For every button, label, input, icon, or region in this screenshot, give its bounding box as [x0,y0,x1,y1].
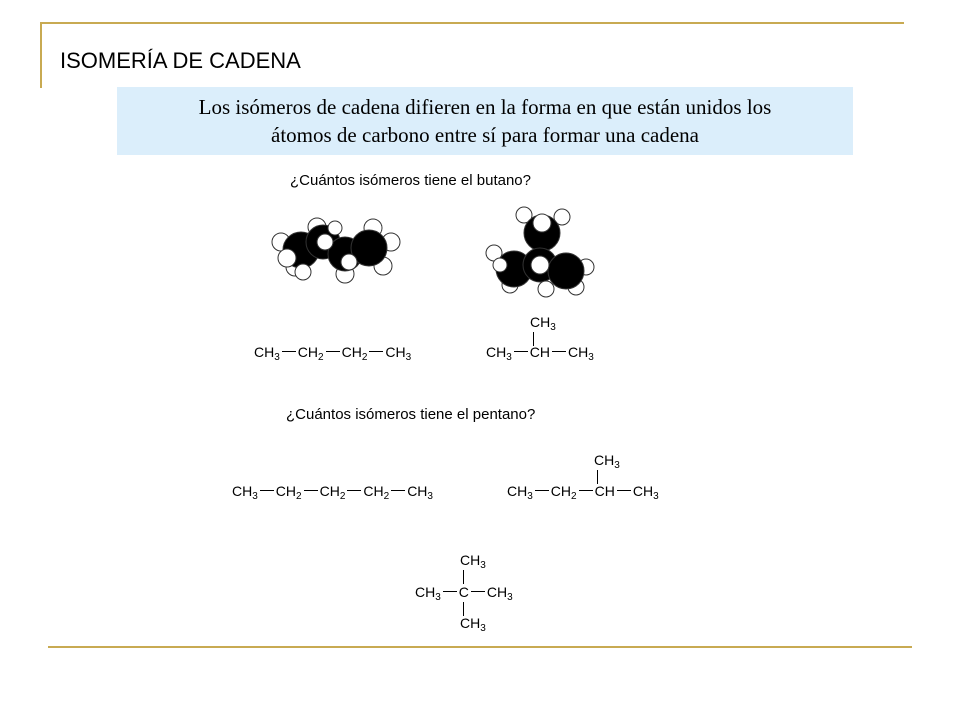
bond [260,490,274,491]
subscript: 2 [318,352,324,363]
bond [579,490,593,491]
atom: CH [460,615,481,631]
atom: CH [486,344,507,360]
butano-branched-main [486,344,594,363]
bond [369,351,383,352]
bond [514,351,528,352]
butano-question: ¿Cuántos isómeros tiene el butano? [290,172,531,189]
atom: CH [297,344,319,360]
definition-line-1: Los isómeros de cadena difieren en la forma en que están unidos los [198,95,772,119]
subscript: 3 [480,623,486,634]
pentano-linear-formula [232,483,433,502]
pentano-branched-vbond [597,470,598,484]
pentano-branched-main [507,483,659,502]
subscript: 3 [405,352,412,363]
bottom-rule [48,646,912,648]
subscript: 3 [527,491,533,502]
left-rule [40,22,42,88]
atom: CH [486,584,508,600]
definition-line-2: átomos de carbono entre sí para formar una cadena [271,123,699,147]
atom: CH [341,344,362,360]
atom: CH [550,483,572,499]
pentano-branched-top [594,452,620,471]
subscript: 2 [361,352,368,363]
bond [391,490,405,491]
pentano-neo-bottom [460,615,486,634]
top-rule [40,22,904,24]
atom: CH [460,552,481,568]
pentano-neo-vbond-top [463,570,464,584]
bond [535,490,549,491]
butano-linear-model [265,212,405,282]
bond [304,490,318,491]
atom: CH [319,483,340,499]
subscript: 3 [480,560,486,571]
subscript: 3 [274,352,280,363]
subscript: 3 [507,592,513,603]
atom: CH [254,344,275,360]
butano-linear-formula [254,344,411,363]
subscript: 2 [296,491,302,502]
subscript: 2 [571,491,577,502]
definition-box [117,87,853,155]
bond [282,351,296,352]
atom: CH [275,483,297,499]
atom: CH [568,344,589,360]
pentano-question: ¿Cuántos isómeros tiene el pentano? [286,406,536,423]
bond [443,591,457,592]
atom: CH [594,452,615,468]
atom: C [458,584,469,600]
bond [617,490,631,491]
bond [471,591,485,592]
butano-branched-top [530,314,556,333]
subscript: 3 [653,491,659,502]
subscript: 3 [435,592,441,603]
pentano-neo-top [460,552,486,571]
subscript: 2 [383,491,390,502]
atom: CH [507,483,528,499]
subscript: 3 [252,491,258,502]
atom: CH [415,584,436,600]
atom: CH [529,344,551,360]
atom: CH [632,483,654,499]
subscript: 3 [614,460,620,471]
atom: CH [594,483,615,499]
subscript: 3 [588,352,594,363]
subscript: 2 [339,491,346,502]
atom: CH [363,483,384,499]
subscript: 3 [550,322,556,333]
pentano-neo-main [415,584,513,603]
atom: CH [232,483,253,499]
bond [326,351,340,352]
pentano-neo-vbond-bottom [463,602,464,616]
atom: CH [407,483,428,499]
atom: CH [385,344,406,360]
bond [552,351,566,352]
subscript: 3 [427,491,433,502]
slide-title: ISOMERÍA DE CADENA [60,48,301,73]
butano-branched-model [480,205,595,300]
atom: CH [530,314,551,330]
subscript: 3 [506,352,512,363]
bond [347,490,361,491]
